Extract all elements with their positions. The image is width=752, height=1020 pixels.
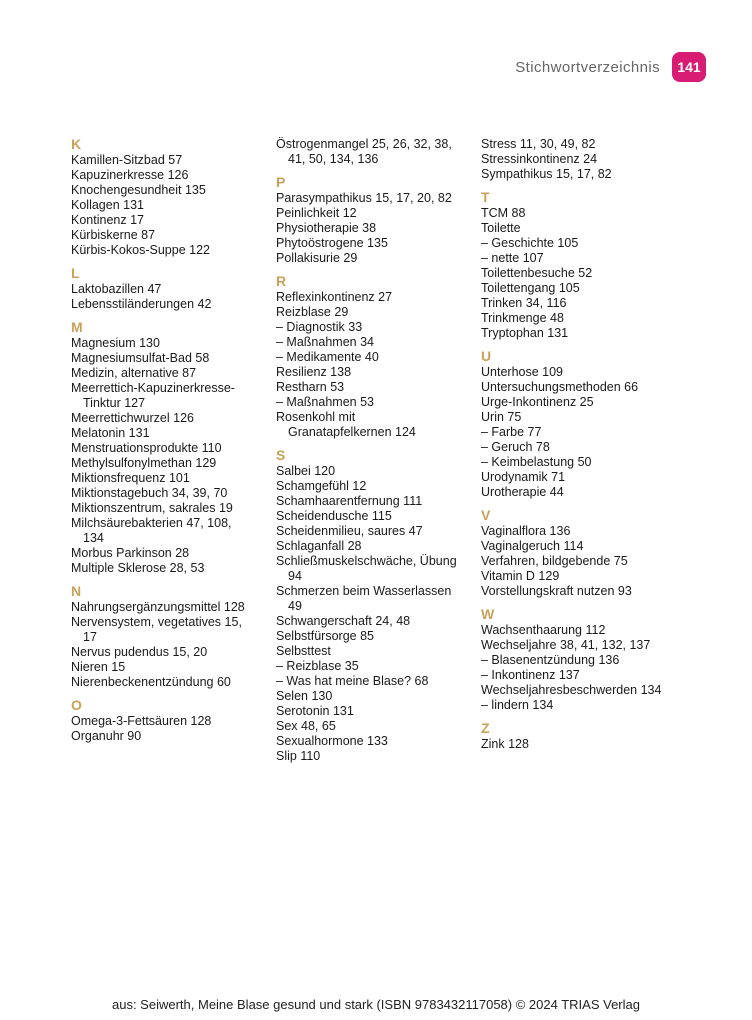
entry-text: Menstruationsprodukte 110	[71, 441, 222, 455]
entry-text: – Was hat meine Blase? 68	[276, 674, 429, 688]
index-section	[71, 698, 276, 744]
index-entry	[481, 623, 686, 638]
index-entry	[276, 410, 481, 440]
index-entry	[276, 479, 481, 494]
index-entry	[276, 629, 481, 644]
entry-text: Miktionsfrequenz 101	[71, 471, 190, 485]
section-letter: N	[71, 583, 82, 599]
entry-text: Wechseljahre 38, 41, 132, 137	[481, 638, 651, 652]
entry-text: Urodynamik 71	[481, 470, 566, 484]
entry-text: Meerrettichwurzel 126	[71, 411, 194, 425]
entry-text: Serotonin 131	[276, 704, 354, 718]
entry-text: Unterhose 109	[481, 365, 564, 379]
entry-text: Omega-3-Fettsäuren 128	[71, 714, 212, 728]
index-entry	[276, 137, 481, 167]
index-entry	[71, 168, 276, 183]
entry-text: – Maßnahmen 34	[276, 335, 374, 349]
entry-continuation: 49	[288, 599, 302, 613]
entry-text: Scheidendusche 115	[276, 509, 392, 523]
index-entry	[276, 206, 481, 221]
index-entry	[481, 554, 686, 569]
entry-text: Medizin, alternative 87	[71, 366, 197, 380]
entry-text: Stressinkontinenz 24	[481, 152, 598, 166]
entry-continuation: 134	[83, 531, 104, 545]
index-entry	[481, 221, 686, 236]
entry-continuation: 94	[288, 569, 302, 583]
entry-text: Selbstfürsorge 85	[276, 629, 374, 643]
index-section	[276, 137, 481, 167]
entry-text: Untersuchungsmethoden 66	[481, 380, 639, 394]
index-entry	[276, 191, 481, 206]
index-section	[71, 320, 276, 576]
index-entry	[276, 395, 481, 410]
entry-text: Toilettengang 105	[481, 281, 580, 295]
entry-continuation: Tinktur 127	[83, 396, 146, 410]
index-entry	[71, 615, 276, 645]
index-entry	[276, 494, 481, 509]
index-entry	[71, 441, 276, 456]
index-section	[71, 584, 276, 690]
section-letter: S	[276, 447, 286, 463]
index-entry	[71, 645, 276, 660]
entry-text: Nervensystem, vegetatives 15,	[71, 615, 242, 629]
index-entry	[481, 326, 686, 341]
entry-text: – Maßnahmen 53	[276, 395, 374, 409]
index-entry	[276, 221, 481, 236]
entry-text: – Inkontinenz 137	[481, 668, 580, 682]
index-section	[276, 448, 481, 764]
index-entry	[71, 456, 276, 471]
index-entry	[481, 380, 686, 395]
index-column-2	[276, 137, 481, 772]
entry-text: Physiotherapie 38	[276, 221, 377, 235]
index-entry	[71, 153, 276, 168]
entry-text: Slip 110	[276, 749, 321, 763]
entry-text: Schwangerschaft 24, 48	[276, 614, 411, 628]
index-section	[481, 721, 686, 752]
entry-text: Nahrungsergänzungsmittel 128	[71, 600, 245, 614]
index-entry	[481, 365, 686, 380]
entry-text: Magnesiumsulfat-Bad 58	[71, 351, 210, 365]
index-section	[481, 190, 686, 341]
index-entry	[481, 584, 686, 599]
index-entry	[71, 381, 276, 411]
index-entry	[481, 236, 686, 251]
index-column-3	[481, 137, 686, 772]
index-entry	[481, 683, 686, 698]
entry-text: Nierenbeckenentzündung 60	[71, 675, 231, 689]
index-entry	[71, 471, 276, 486]
index-entry	[71, 297, 276, 312]
entry-text: Peinlichkeit 12	[276, 206, 357, 220]
entry-text: Lebensstiländerungen 42	[71, 297, 212, 311]
index-entry	[481, 653, 686, 668]
section-letter: K	[71, 136, 82, 152]
entry-text: Resilienz 138	[276, 365, 352, 379]
entry-text: Pollakisurie 29	[276, 251, 358, 265]
entry-text: – nette 107	[481, 251, 544, 265]
index-entry	[276, 236, 481, 251]
entry-text: – Geruch 78	[481, 440, 550, 454]
index-column-1	[71, 137, 276, 772]
entry-text: Schamgefühl 12	[276, 479, 367, 493]
index-entry	[276, 524, 481, 539]
entry-text: Miktionszentrum, sakrales 19	[71, 501, 233, 515]
index-entry	[481, 440, 686, 455]
entry-text: Restharn 53	[276, 380, 345, 394]
entry-text: Milchsäurebakterien 47, 108,	[71, 516, 232, 530]
entry-text: Multiple Sklerose 28, 53	[71, 561, 205, 575]
entry-text: – lindern 134	[481, 698, 554, 712]
source-footer: aus: Seiwerth, Meine Blase gesund und stark (ISBN 9783432117058) © 2024 TRIAS Verlag	[112, 997, 640, 1012]
index-section	[481, 607, 686, 713]
index-entry	[276, 644, 481, 659]
index-entry	[481, 470, 686, 485]
index-entry	[481, 524, 686, 539]
section-letter: U	[481, 348, 492, 364]
running-head-title: Stichwortverzeichnis	[515, 58, 660, 76]
index-entry	[276, 614, 481, 629]
page-header	[515, 52, 706, 82]
section-letter: R	[276, 273, 287, 289]
entry-text: Östrogenmangel 25, 26, 32, 38,	[276, 137, 452, 151]
index-entry	[481, 425, 686, 440]
index-entry	[276, 734, 481, 749]
index-entry	[71, 714, 276, 729]
index-entry	[481, 698, 686, 713]
index-entry	[71, 411, 276, 426]
index-entry	[71, 516, 276, 546]
index-entry	[276, 251, 481, 266]
entry-text: Selen 130	[276, 689, 333, 703]
entry-text: Toilettenbesuche 52	[481, 266, 593, 280]
entry-text: Vaginalflora 136	[481, 524, 571, 538]
entry-text: Kontinenz 17	[71, 213, 144, 227]
entry-text: Trinkmenge 48	[481, 311, 564, 325]
entry-text: Salbei 120	[276, 464, 336, 478]
entry-text: Reizblase 29	[276, 305, 349, 319]
entry-text: Stress 11, 30, 49, 82	[481, 137, 596, 151]
index-entry	[71, 183, 276, 198]
index-entry	[481, 167, 686, 182]
index-entry	[481, 266, 686, 281]
index-entry	[71, 486, 276, 501]
entry-text: Phytoöstrogene 135	[276, 236, 388, 250]
entry-continuation: 17	[83, 630, 97, 644]
entry-text: Rosenkohl mit	[276, 410, 356, 424]
entry-text: TCM 88	[481, 206, 526, 220]
index-entry	[481, 638, 686, 653]
entry-text: Schamhaarentfernung 111	[276, 494, 423, 508]
index-entry	[481, 281, 686, 296]
section-letter: P	[276, 174, 286, 190]
entry-text: Schlaganfall 28	[276, 539, 362, 553]
entry-text: Kamillen-Sitzbad 57	[71, 153, 183, 167]
entry-continuation: 41, 50, 134, 136	[288, 152, 379, 166]
index-entry	[481, 395, 686, 410]
entry-text: Selbsttest	[276, 644, 331, 658]
index-entry	[71, 729, 276, 744]
index-entry	[71, 366, 276, 381]
index-entry	[71, 336, 276, 351]
index-entry	[71, 600, 276, 615]
index-entry	[481, 206, 686, 221]
index-section	[481, 137, 686, 182]
index-entry	[276, 290, 481, 305]
index-entry	[276, 305, 481, 320]
entry-text: Reflexinkontinenz 27	[276, 290, 393, 304]
index-entry	[481, 569, 686, 584]
index-entry	[71, 546, 276, 561]
entry-text: – Blasenentzündung 136	[481, 653, 620, 667]
entry-text: – Diagnostik 33	[276, 320, 363, 334]
index-section	[71, 266, 276, 312]
section-letter: Z	[481, 720, 490, 736]
index-entry	[276, 659, 481, 674]
index-entry	[71, 501, 276, 516]
entry-text: Kürbis-Kokos-Suppe 122	[71, 243, 210, 257]
index-entry	[276, 554, 481, 584]
index-entry	[481, 668, 686, 683]
index-entry	[481, 152, 686, 167]
index-entry	[71, 243, 276, 258]
index-entry	[276, 509, 481, 524]
index-section	[276, 175, 481, 266]
index-entry	[481, 296, 686, 311]
entry-text: – Keimbelastung 50	[481, 455, 592, 469]
entry-text: Wachsenthaarung 112	[481, 623, 606, 637]
entry-text: Vitamin D 129	[481, 569, 560, 583]
entry-text: Knochengesundheit 135	[71, 183, 206, 197]
index-entry	[481, 311, 686, 326]
entry-text: Methylsulfonylmethan 129	[71, 456, 217, 470]
section-letter: L	[71, 265, 80, 281]
index-entry	[71, 675, 276, 690]
index-entry	[71, 426, 276, 441]
index-entry	[276, 674, 481, 689]
index-entry	[71, 198, 276, 213]
entry-text: Tryptophan 131	[481, 326, 569, 340]
index-section	[71, 137, 276, 258]
entry-text: Schließmuskelschwäche, Übung	[276, 554, 457, 568]
entry-text: – Geschichte 105	[481, 236, 579, 250]
entry-text: Urin 75	[481, 410, 522, 424]
entry-text: Nervus pudendus 15, 20	[71, 645, 208, 659]
index-entry	[71, 660, 276, 675]
page-number-badge: 141	[672, 52, 706, 82]
entry-continuation: Granatapfelkernen 124	[288, 425, 416, 439]
entry-text: Kürbiskerne 87	[71, 228, 156, 242]
entry-text: Melatonin 131	[71, 426, 150, 440]
index-section	[481, 349, 686, 500]
index-entry	[481, 251, 686, 266]
entry-text: Vorstellungskraft nutzen 93	[481, 584, 632, 598]
index-entry	[276, 380, 481, 395]
entry-text: Miktionstagebuch 34, 39, 70	[71, 486, 228, 500]
index-entry	[276, 335, 481, 350]
section-letter: O	[71, 697, 82, 713]
index-entry	[481, 737, 686, 752]
index-section	[481, 508, 686, 599]
index-entry	[276, 365, 481, 380]
index-entry	[276, 350, 481, 365]
section-letter: T	[481, 189, 490, 205]
index-entry	[481, 410, 686, 425]
entry-text: Parasympathikus 15, 17, 20, 82	[276, 191, 452, 205]
index-entry	[276, 464, 481, 479]
entry-text: Trinken 34, 116	[481, 296, 567, 310]
index-entry	[276, 704, 481, 719]
index-entry	[276, 539, 481, 554]
entry-text: Wechseljahresbeschwerden 134	[481, 683, 662, 697]
section-letter: V	[481, 507, 491, 523]
entry-text: Toilette	[481, 221, 521, 235]
index-entry	[71, 213, 276, 228]
section-letter: M	[71, 319, 83, 335]
entry-text: Nieren 15	[71, 660, 126, 674]
entry-text: Verfahren, bildgebende 75	[481, 554, 628, 568]
entry-text: Zink 128	[481, 737, 529, 751]
index-entry	[71, 228, 276, 243]
entry-text: Urotherapie 44	[481, 485, 564, 499]
entry-text: Organuhr 90	[71, 729, 142, 743]
section-letter: W	[481, 606, 495, 622]
index-entry	[71, 351, 276, 366]
index-entry	[276, 719, 481, 734]
entry-text: – Reizblase 35	[276, 659, 359, 673]
entry-text: Meerrettich-Kapuzinerkresse-	[71, 381, 235, 395]
entry-text: Sex 48, 65	[276, 719, 336, 733]
entry-text: Schmerzen beim Wasserlassen	[276, 584, 452, 598]
index-entry	[71, 561, 276, 576]
entry-text: Sympathikus 15, 17, 82	[481, 167, 612, 181]
index-entry	[276, 320, 481, 335]
index-entry	[481, 137, 686, 152]
entry-text: – Farbe 77	[481, 425, 542, 439]
entry-text: Vaginalgeruch 114	[481, 539, 584, 553]
index-section	[276, 274, 481, 440]
index-entry	[276, 584, 481, 614]
entry-text: Laktobazillen 47	[71, 282, 162, 296]
entry-text: Magnesium 130	[71, 336, 160, 350]
entry-text: Morbus Parkinson 28	[71, 546, 190, 560]
entry-text: Urge-Inkontinenz 25	[481, 395, 594, 409]
index-columns	[71, 137, 686, 772]
entry-text: Kollagen 131	[71, 198, 144, 212]
entry-text: – Medikamente 40	[276, 350, 379, 364]
index-entry	[481, 485, 686, 500]
entry-text: Sexualhormone 133	[276, 734, 388, 748]
index-entry	[481, 455, 686, 470]
index-entry	[71, 282, 276, 297]
index-entry	[481, 539, 686, 554]
index-entry	[276, 689, 481, 704]
index-entry	[276, 749, 481, 764]
entry-text: Scheidenmilieu, saures 47	[276, 524, 423, 538]
entry-text: Kapuzinerkresse 126	[71, 168, 189, 182]
